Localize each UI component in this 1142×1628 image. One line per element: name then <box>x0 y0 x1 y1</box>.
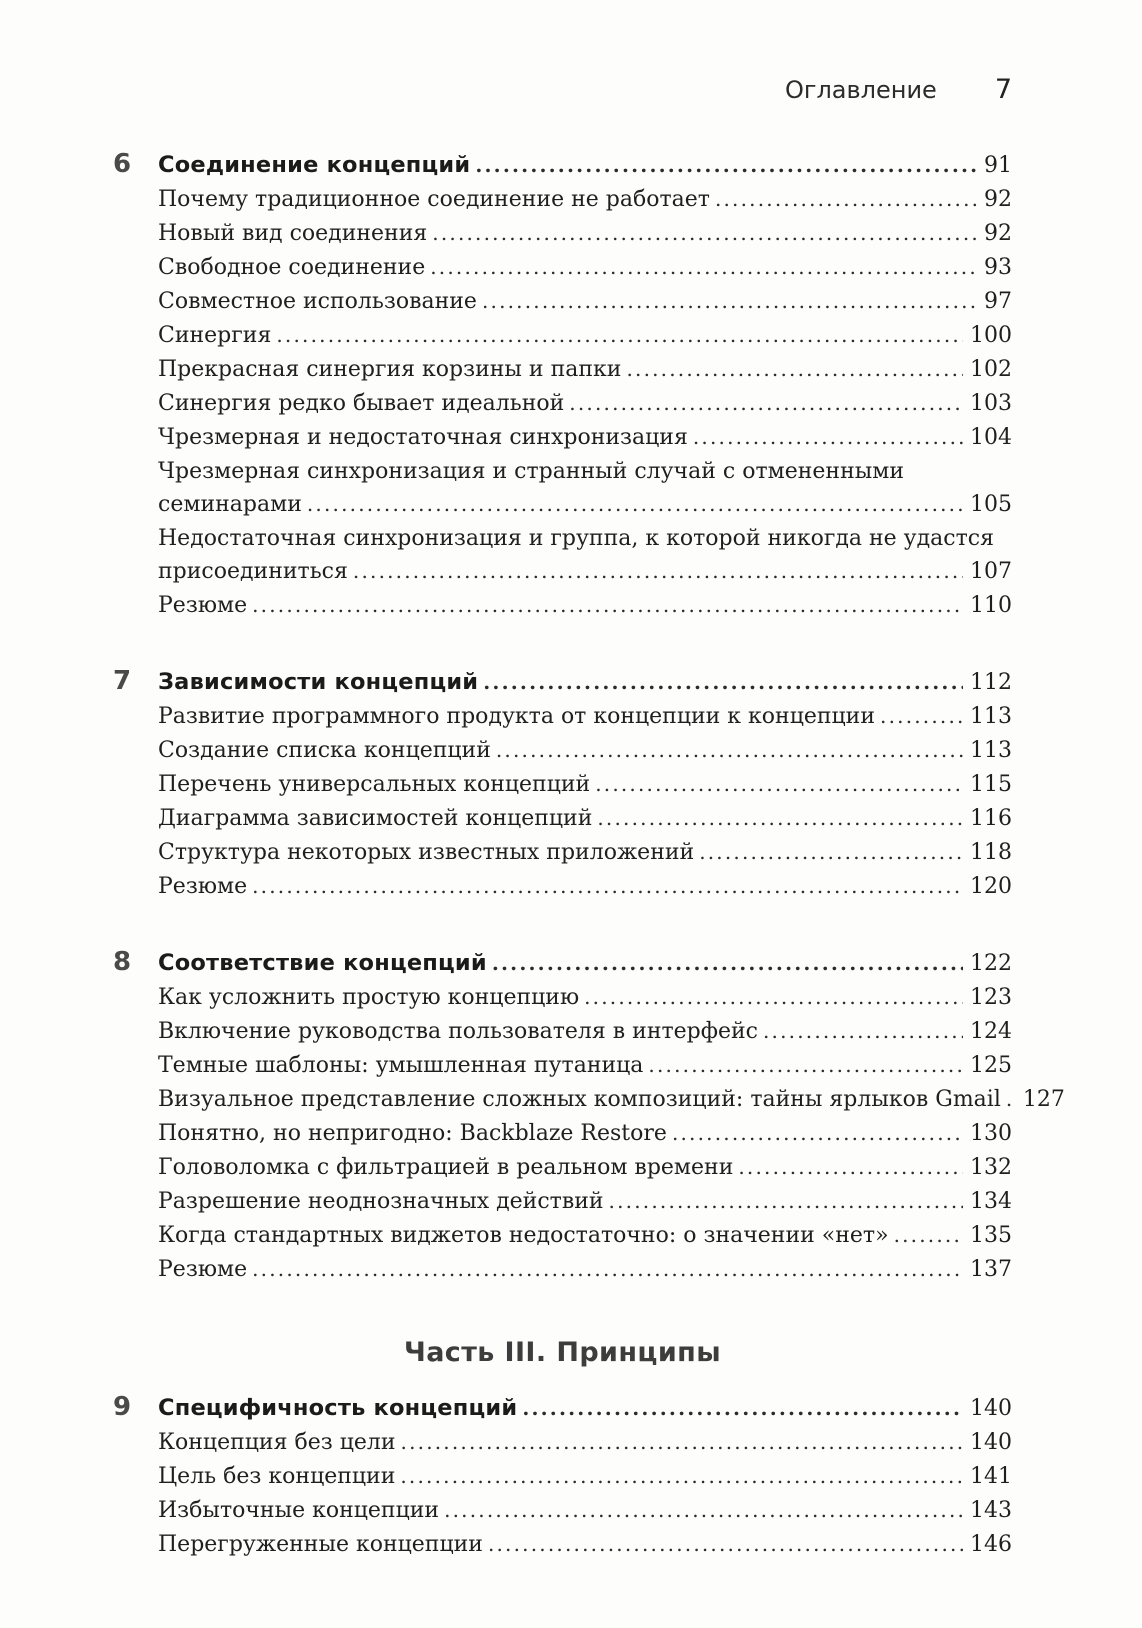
entry-page-number: 123 <box>970 985 1012 1010</box>
toc-entry <box>113 387 1012 421</box>
entry-page-number: 93 <box>984 255 1012 280</box>
toc-entry <box>113 768 1012 802</box>
entry-title: Темные шаблоны: умышленная путаница <box>158 1053 644 1078</box>
entry-page-number: 92 <box>984 187 1012 212</box>
entry-title: Понятно, но непригодно: Backblaze Restore <box>158 1121 667 1146</box>
entry-title: Избыточные концепции <box>158 1498 440 1523</box>
entry-page-number: 124 <box>970 1019 1012 1044</box>
entry-page-number: 134 <box>970 1189 1012 1214</box>
entry-title: Почему традиционное соединение не работает <box>158 187 710 212</box>
toc-entry <box>113 1426 1012 1460</box>
entry-page-number: 146 <box>970 1532 1012 1557</box>
dot-leader <box>672 1117 963 1151</box>
toc-entry <box>113 1151 1012 1185</box>
entry-page-number: 104 <box>970 425 1012 450</box>
toc-entry-line1 <box>113 522 1012 555</box>
dot-leader <box>252 1253 963 1287</box>
chapter-title: Зависимости концепций <box>158 669 479 695</box>
dot-leader <box>444 1494 963 1528</box>
dot-leader <box>482 285 977 319</box>
dot-leader <box>715 183 977 217</box>
dot-leader <box>430 251 977 285</box>
toc <box>113 148 1065 1562</box>
entry-title: Развитие программного продукта от концепции к концепции <box>158 704 876 729</box>
toc-entry <box>113 217 1012 251</box>
chapter-heading-row <box>113 665 1012 700</box>
chapter-9 <box>113 1391 1012 1562</box>
entry-title: Недостаточная синхронизация и группа, к которой никогда не удастся <box>158 526 994 551</box>
entry-page-number: 107 <box>970 559 1012 584</box>
entry-page-number: 100 <box>970 323 1012 348</box>
entry-title: Концепция без цели <box>158 1430 396 1455</box>
toc-entry <box>113 981 1012 1015</box>
chapter-page-number: 91 <box>984 153 1012 178</box>
dot-leader <box>522 1392 963 1426</box>
chapter-page-number: 140 <box>970 1396 1012 1421</box>
dot-leader <box>252 870 963 904</box>
dot-leader <box>252 589 963 623</box>
dot-leader <box>584 981 963 1015</box>
entry-page-number: 130 <box>970 1121 1012 1146</box>
entry-title: Визуальное представление сложных композиций: тайны ярлыков Gmail <box>158 1087 1001 1112</box>
entry-title: Включение руководства пользователя в интерфейс <box>158 1019 758 1044</box>
running-head-title: Оглавление <box>784 76 937 104</box>
toc-entry <box>113 319 1012 353</box>
entry-title: Диаграмма зависимостей концепций <box>158 806 593 831</box>
entry-page-number: 135 <box>970 1223 1012 1248</box>
dot-leader <box>648 1049 963 1083</box>
entry-page-number: 110 <box>970 593 1012 618</box>
entry-title: Чрезмерная и недостаточная синхронизация <box>158 425 688 450</box>
dot-leader <box>432 217 977 251</box>
dot-leader <box>400 1460 963 1494</box>
dot-leader <box>609 1185 963 1219</box>
toc-entry <box>113 285 1012 319</box>
toc-entry <box>113 1253 1012 1287</box>
entry-title: Перегруженные концепции <box>158 1532 483 1557</box>
entry-page-number: 132 <box>970 1155 1012 1180</box>
dot-leader <box>626 353 963 387</box>
chapter-heading-row <box>113 1391 1012 1426</box>
chapter-number: 6 <box>113 149 132 179</box>
entry-page-number: 102 <box>970 357 1012 382</box>
dot-leader <box>894 1219 963 1253</box>
chapter-number: 9 <box>113 1392 132 1422</box>
toc-entry <box>113 1117 1012 1151</box>
dot-leader <box>353 555 963 589</box>
toc-entry <box>113 1528 1012 1562</box>
dot-leader <box>569 387 963 421</box>
toc-entry <box>113 836 1012 870</box>
toc-entry <box>113 1049 1012 1083</box>
chapter-heading-row <box>113 148 1012 183</box>
entry-title-continuation: присоединиться <box>158 559 348 584</box>
dot-leader <box>483 666 963 700</box>
entry-title: Совместное использование <box>158 289 477 314</box>
chapter-6 <box>113 148 1012 623</box>
toc-entry <box>113 802 1012 836</box>
chapter-title: Соответствие концепций <box>158 950 487 976</box>
entry-page-number: 113 <box>970 704 1012 729</box>
entry-title: Прекрасная синергия корзины и папки <box>158 357 622 382</box>
entry-title: Резюме <box>158 593 248 618</box>
dot-leader <box>693 421 963 455</box>
entry-page-number: 115 <box>970 772 1012 797</box>
entry-page-number: 140 <box>970 1430 1012 1455</box>
entry-title: Чрезмерная синхронизация и странный случай с отмененными <box>158 459 905 484</box>
entry-page-number: 125 <box>970 1053 1012 1078</box>
entry-title: Структура некоторых известных приложений <box>158 840 695 865</box>
chapter-title: Специфичность концепций <box>158 1395 518 1421</box>
toc-entry <box>113 1460 1012 1494</box>
entry-title: Цель без концепции <box>158 1464 396 1489</box>
chapter-heading-row <box>113 946 1012 981</box>
running-head-page-number: 7 <box>994 74 1012 105</box>
chapter-page-number: 122 <box>970 951 1012 976</box>
entry-title: Головоломка с фильтрацией в реальном времени <box>158 1155 734 1180</box>
entry-title: Резюме <box>158 874 248 899</box>
dot-leader <box>699 836 963 870</box>
entry-page-number: 141 <box>970 1464 1012 1489</box>
toc-entry-line2 <box>113 555 1012 589</box>
dot-leader <box>492 947 963 981</box>
dot-leader <box>1006 1083 1016 1117</box>
toc-entry <box>113 353 1012 387</box>
entry-page-number: 118 <box>970 840 1012 865</box>
entry-page-number: 103 <box>970 391 1012 416</box>
entry-page-number: 97 <box>984 289 1012 314</box>
dot-leader <box>488 1528 963 1562</box>
chapter-page-number: 112 <box>970 670 1012 695</box>
part-heading: Часть III. Принципы <box>403 1337 722 1368</box>
chapter-8 <box>113 946 1065 1287</box>
toc-entry <box>113 1015 1012 1049</box>
entry-title: Новый вид соединения <box>158 221 428 246</box>
entry-title: Перечень универсальных концепций <box>158 772 591 797</box>
entry-page-number: 113 <box>970 738 1012 763</box>
entry-page-number: 137 <box>970 1257 1012 1282</box>
toc-entry <box>113 1083 1065 1117</box>
toc-entry-line1 <box>113 455 1012 488</box>
entry-page-number: 127 <box>1022 1087 1065 1112</box>
dot-leader <box>880 700 963 734</box>
dot-leader <box>763 1015 963 1049</box>
running-head <box>113 74 1012 106</box>
entry-title: Как усложнить простую концепцию <box>158 985 580 1010</box>
entry-title: Синергия редко бывает идеальной <box>158 391 565 416</box>
entry-title: Разрешение неоднозначных действий <box>158 1189 604 1214</box>
toc-entry <box>113 700 1012 734</box>
toc-entry <box>113 589 1012 623</box>
dot-leader <box>738 1151 963 1185</box>
toc-entry <box>113 870 1012 904</box>
entry-title: Синергия <box>158 323 272 348</box>
toc-entry <box>113 734 1012 768</box>
toc-entry <box>113 1494 1012 1528</box>
dot-leader <box>401 1426 963 1460</box>
entry-page-number: 105 <box>970 492 1012 517</box>
entry-page-number: 116 <box>970 806 1012 831</box>
entry-title: Когда стандартных виджетов недостаточно: о значении «нет» <box>158 1223 889 1248</box>
entry-page-number: 120 <box>970 874 1012 899</box>
toc-entry <box>113 1185 1012 1219</box>
dot-leader <box>307 488 963 522</box>
entry-title: Резюме <box>158 1257 248 1282</box>
dot-leader <box>496 734 963 768</box>
entry-page-number: 92 <box>984 221 1012 246</box>
toc-entry <box>113 1219 1012 1253</box>
toc-entry <box>113 183 1012 217</box>
chapter-number: 7 <box>113 666 132 696</box>
dot-leader <box>595 768 963 802</box>
chapter-title: Соединение концепций <box>158 152 471 178</box>
dot-leader <box>597 802 963 836</box>
entry-title-continuation: семинарами <box>158 492 302 517</box>
chapter-7 <box>113 665 1012 904</box>
entry-title: Создание списка концепций <box>158 738 491 763</box>
toc-entry-line2 <box>113 488 1012 522</box>
toc-entry <box>113 251 1012 285</box>
chapter-number: 8 <box>113 947 132 977</box>
dot-leader <box>276 319 963 353</box>
toc-entry <box>113 421 1012 455</box>
entry-page-number: 143 <box>970 1498 1012 1523</box>
entry-title: Свободное соединение <box>158 255 426 280</box>
dot-leader <box>475 149 977 183</box>
